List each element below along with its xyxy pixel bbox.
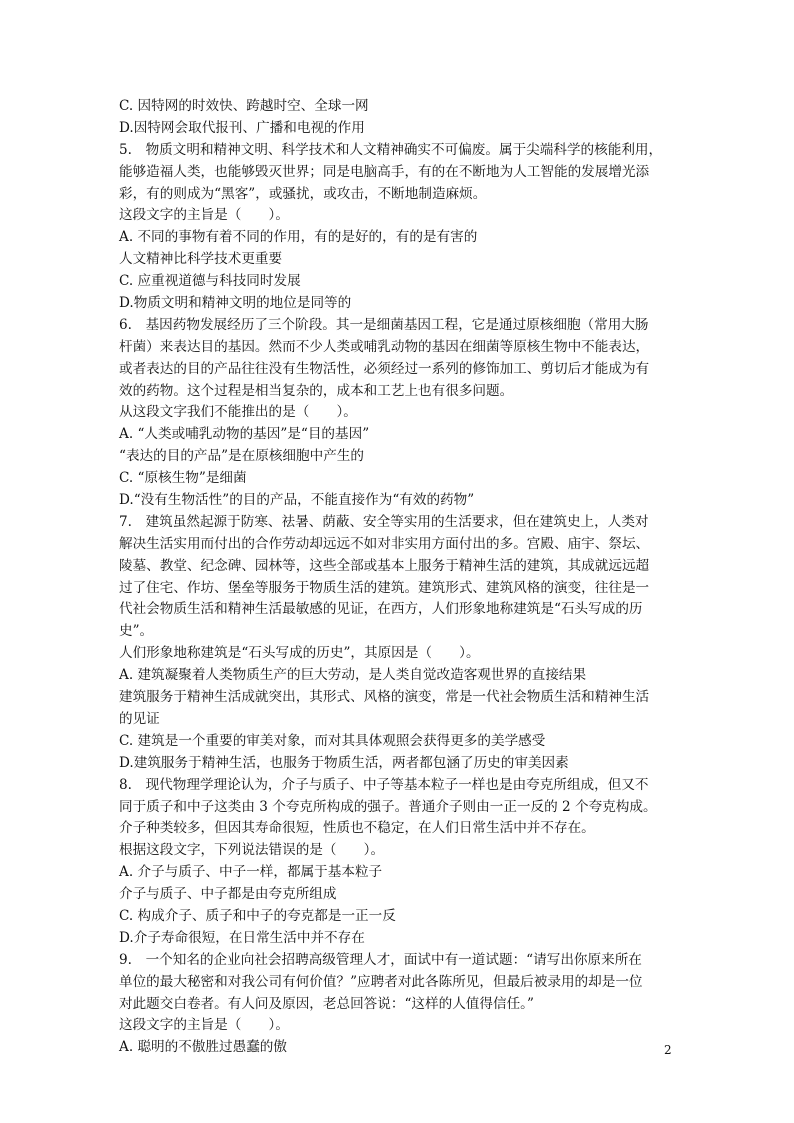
text-line: 这段文字的主旨是（ ）。 xyxy=(119,1017,289,1034)
text-line: D.“没有生物活性”的目的产品，不能直接作为“有效的药物” xyxy=(119,492,475,509)
text-line: A. 介子与质子、中子一样，都属于基本粒子 xyxy=(119,864,383,881)
text-line: C. “原核生物”是细菌 xyxy=(119,470,247,487)
text-line: 8. 现代物理学理论认为，介子与质子、中子等基本粒子一样也是由夸克所组成，但又不 xyxy=(119,776,649,793)
text-line: 能够造福人类，也能够毁灭世界；同是电脑高手，有的在不断地为人工智能的发展增光添 xyxy=(119,163,650,180)
text-line: C. 应重视道德与科技同时发展 xyxy=(119,273,301,290)
text-line: C. 构成介子、质子和中子的夸克都是一正一反 xyxy=(119,907,396,924)
page-number: 2 xyxy=(664,1043,672,1057)
text-line: 解决生活实用而付出的合作劳动却远远不如对非实用方面付出的多。宫殿、庙宇、祭坛、 xyxy=(119,535,650,552)
text-line: 的见证 xyxy=(119,710,160,727)
text-line: 杆菌）来表达目的基因。然而不少人类或哺乳动物的基因在细菌等原核生物中不能表达， xyxy=(119,338,650,355)
text-line: D.建筑服务于精神生活，也服务于物质生活，两者都包涵了历史的审美因素 xyxy=(119,754,569,771)
text-line: 陵墓、教堂、纪念碑、园林等，这些全部或基本上服务于精神生活的建筑，其成就远远超 xyxy=(119,557,650,574)
text-line: 6. 基因药物发展经历了三个阶段。其一是细菌基因工程，它是通过原核细胞（常用大肠 xyxy=(119,316,649,333)
text-line: “表达的目的产品”是在原核细胞中产生的 xyxy=(119,448,364,465)
text-line: 彩，有的则成为“黑客”，或骚扰，或攻击，不断地制造麻烦。 xyxy=(119,185,487,202)
text-body xyxy=(119,96,679,1059)
text-line: 介子种类较多，但因其寿命很短，性质也不稳定，在人们日常生活中并不存在。 xyxy=(119,820,595,837)
text-line: C. 因特网的时效快、跨越时空、全球一网 xyxy=(119,98,369,114)
text-line: A. 建筑凝聚着人类物质生产的巨大劳动，是人类自觉改造客观世界的直接结果 xyxy=(119,667,587,684)
text-line: 过了住宅、作坊、堡垒等服务于物质生活的建筑。建筑形式、建筑风格的演变，往往是一 xyxy=(119,579,650,596)
text-line: 史”。 xyxy=(119,623,154,640)
text-line: 人文精神比科学技术更重要 xyxy=(119,251,283,268)
text-line: A. 聪明的不傲胜过愚蠢的傲 xyxy=(119,1039,287,1056)
text-line: 对此题交白卷者。有人问及原因，老总回答说：“这样的人值得信任。” xyxy=(119,995,534,1012)
text-line: D.因特网会取代报刊、广播和电视的作用 xyxy=(119,119,365,136)
text-line: C. 建筑是一个重要的审美对象，而对其具体观照会获得更多的美学感受 xyxy=(119,732,546,749)
text-line: 单位的最大秘密和对我公司有何价值？”应聘者对此各陈所见，但最后被录用的却是一位 xyxy=(119,973,643,990)
text-line: 5. 物质文明和精神文明、科学技术和人文精神确实不可偏废。属于尖端科学的核能利用， xyxy=(119,141,663,158)
text-line: 根据这段文字，下列说法错误的是（ ）。 xyxy=(119,842,385,859)
text-line: 7. 建筑虽然起源于防寒、祛暑、荫蔽、安全等实用的生活要求，但在建筑史上，人类对 xyxy=(119,513,649,530)
text-line: D.物质文明和精神文明的地位是同等的 xyxy=(119,295,352,312)
text-line: 代社会物质生活和精神生活最敏感的见证，在西方，人们形象地称建筑是“石头写成的历 xyxy=(119,601,643,618)
text-line: 9. 一个知名的企业向社会招聘高级管理人才，面试中有一道试题：“请写出你原来所在 xyxy=(119,951,642,968)
text-line: 介子与质子、中子都是由夸克所组成 xyxy=(119,886,337,903)
text-line: A. 不同的事物有着不同的作用，有的是好的，有的是有害的 xyxy=(119,229,478,246)
text-line: 这段文字的主旨是（ ）。 xyxy=(119,207,289,224)
text-line: 效的药物。这个过程是相当复杂的，成本和工艺上也有很多问题。 xyxy=(119,382,514,399)
text-line: 建筑服务于精神生活成就突出，其形式、风格的演变，常是一代社会物质生活和精神生活 xyxy=(119,689,650,706)
text-line: D.介子寿命很短，在日常生活中并不存在 xyxy=(119,929,365,946)
text-line: 从这段文字我们不能推出的是（ ）。 xyxy=(119,404,357,421)
text-line: 人们形象地称建筑是“石头写成的历史”，其原因是（ ）。 xyxy=(119,645,480,662)
text-line: 或者表达的目的产品往往没有生物活性，必须经过一系列的修饰加工、剪切后才能成为有 xyxy=(119,360,650,377)
text-line: 同于质子和中子这类由 3 个夸克所构成的强子。普通介子则由一正一反的 2 个夸克构成。 xyxy=(119,798,657,815)
text-line: A. “人类或哺乳动物的基因”是“目的基因” xyxy=(119,426,370,443)
